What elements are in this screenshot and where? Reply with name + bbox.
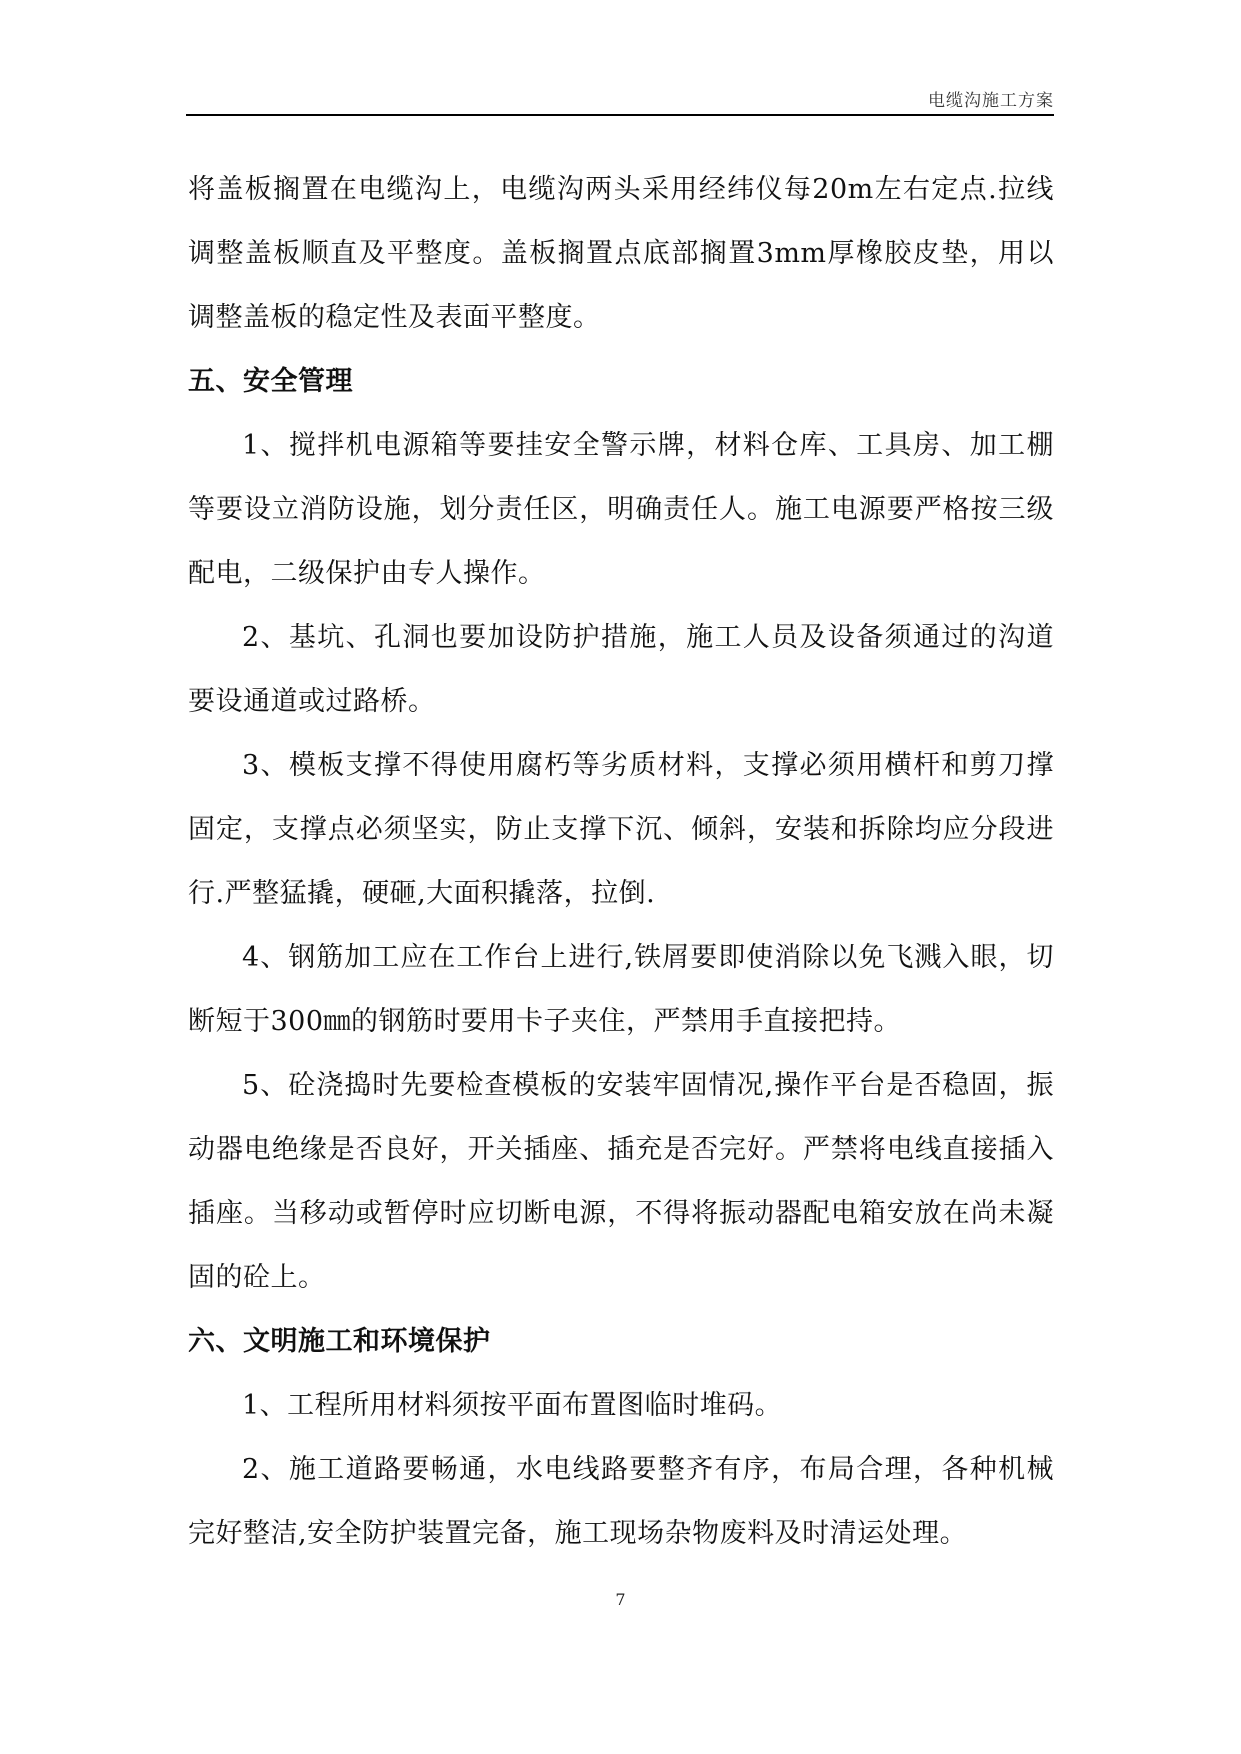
section-heading-civilized-construction: 六、文明施工和环境保护 <box>188 1326 491 1357</box>
section-heading-safety: 五、安全管理 <box>188 366 353 397</box>
safety-item-5: 5、砼浇捣时先要检查模板的安装牢固情况,操作平台是否稳固，振动器电绝缘是否良好，开关插座、插充是否完好。严禁将电线直接插入插座。当移动或暂停时应切断电源，不得将振动器配电箱安放在尚未凝固的砼上。 <box>188 1070 1054 1293</box>
page-header <box>186 84 1054 114</box>
civilized-item-2: 2、施工道路要畅通，水电线路要整齐有序，布局合理，各种机械完好整洁,安全防护装置完备，施工现场杂物废料及时清运处理。 <box>188 1454 1054 1549</box>
safety-item-3: 3、模板支撑不得使用腐朽等劣质材料，支撑必须用横杆和剪刀撑固定，支撑点必须坚实，防止支撑下沉、倾斜，安装和拆除均应分段进行.严整猛撬，硬砸,大面积撬落，拉倒. <box>188 750 1054 909</box>
safety-item-1: 1、搅拌机电源箱等要挂安全警示牌，材料仓库、工具房、加工棚等要设立消防设施，划分责任区，明确责任人。施工电源要严格按三级配电，二级保护由专人操作。 <box>188 430 1054 589</box>
document-title: 电缆沟施工方案 <box>928 91 1054 111</box>
safety-item-2: 2、基坑、孔洞也要加设防护措施，施工人员及设备须通过的沟道要设通道或过路桥。 <box>188 622 1054 717</box>
civilized-item-1: 1、工程所用材料须按平面布置图临时堆码。 <box>242 1390 783 1421</box>
header-divider <box>186 114 1054 116</box>
safety-item-4: 4、钢筋加工应在工作台上进行,铁屑要即使消除以免飞溅入眼，切断短于300㎜的钢筋时要用卡子夹住，严禁用手直接把持。 <box>188 942 1054 1037</box>
document-body <box>188 158 1054 1566</box>
page-number: 7 <box>615 1590 626 1609</box>
intro-paragraph: 将盖板搁置在电缆沟上，电缆沟两头采用经纬仪每20m左右定点.拉线调整盖板顺直及平整度。盖板搁置点底部搁置3mm厚橡胶皮垫，用以调整盖板的稳定性及表面平整度。 <box>188 174 1054 333</box>
